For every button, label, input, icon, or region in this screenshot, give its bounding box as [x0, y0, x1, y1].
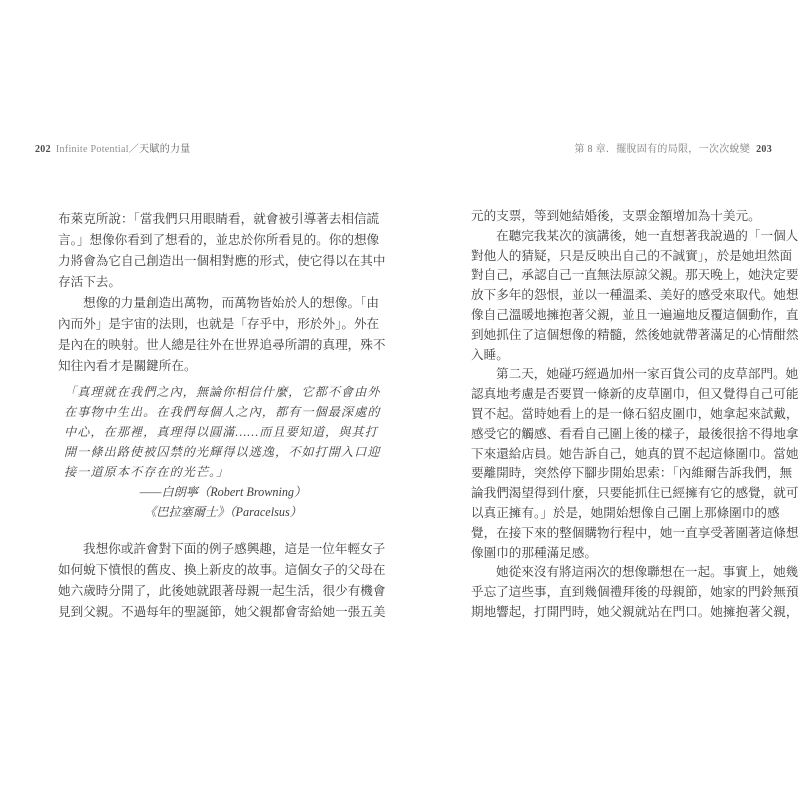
text-line: 認真地考慮是否要買一條新的皮草圍巾，但又覺得自己可能: [471, 387, 799, 402]
text-line: 《巴拉塞爾士》（Paracelsus）: [144, 505, 302, 519]
paragraph: [471, 365, 799, 563]
text-line: 她從來沒有將這兩次的想像聯想在一起。事實上，她幾: [496, 565, 799, 580]
text-line: 力將會為它自己創造出一個相對應的形式，使它得以在其中: [58, 254, 386, 268]
attribution-block: [58, 482, 388, 522]
text-line: 放下多年的怨恨，並以一種溫柔、美好的感受來取代。她想: [471, 288, 799, 303]
left-page-header: [35, 140, 191, 155]
text-line: 第二天，她碰巧經過加州一家百貨公司的皮草部門。她: [496, 367, 799, 382]
text-line: 「真理就在我們之內，無論你相信什麼，它都不會由外: [64, 385, 381, 399]
left-page-number: 202: [35, 144, 51, 155]
text-line: 到她抓住了這個想像的精髓，然後她就帶著滿足的心情酣然: [471, 327, 799, 342]
text-line: 像自己溫暖地擁抱著父親，並且一遍遍地反覆這個動作，直: [471, 307, 799, 322]
text-line: 中心，在那裡，真理得以圓滿……而且要知道，與其打: [64, 425, 378, 439]
text-line: 像圍巾的那種滿足感。: [471, 545, 597, 560]
book-title-chinese: 天賦的力量: [139, 144, 191, 155]
text-line: 言。」想像你看到了想看的，並忠於你所看見的。你的想像: [58, 233, 380, 247]
text-line: 論我們渴望得到什麼，只要能抓住已經擁有它的感覺，就可: [471, 486, 799, 501]
text-line: 元的支票，等到她結婚後，支票金額增加為十美元。: [471, 209, 761, 223]
text-line: 我想你或許會對下面的例子感興趣，這是一位年輕女子: [83, 542, 386, 556]
text-line: 在事物中生出。在我們每個人之內，都有一個最深處的: [64, 405, 381, 419]
paragraph: [471, 563, 799, 622]
book-title-english: Infinite Potential: [55, 144, 129, 155]
title-separator: ／: [128, 144, 140, 155]
text-line: 覺，在接下來的整個購物行程中，她一直享受著圍著這條想: [471, 525, 799, 540]
chapter-title: 第 8 章．擺脫固有的局限，一次次蛻變: [574, 144, 751, 155]
text-line: 感受它的觸感、看看自己圍上後的樣子，最後很捨不得地拿: [471, 426, 799, 441]
text-line: 她六歲時分開了，此後她就跟著母親一起生活，很少有機會: [58, 584, 386, 598]
text-line: 對他人的猜疑，只是反映出自己的不誠實」，於是她坦然面: [471, 248, 793, 263]
text-line: 想像的力量創造出萬物，而萬物皆始於人的想像。「由: [83, 296, 379, 310]
text-line: 是內在的映射。世人總是往外在世界追尋所謂的真理，殊不: [58, 338, 386, 352]
paragraph: [58, 539, 388, 623]
text-line: 買不起。當時她看上的是一條石貂皮圍巾，她拿起來試戴，: [471, 406, 799, 421]
paragraph: [471, 207, 785, 227]
right-page-header: [574, 140, 772, 155]
text-line: 入睡。: [471, 347, 509, 362]
text-line: 知往內看才是關鍵所在。: [58, 359, 197, 373]
text-line: 要離開時，突然停下腳步開始思索：「內維爾告訴我們，無: [471, 466, 793, 481]
text-line: 接一道原本不存在的光芒。」: [64, 465, 230, 479]
text-line: 布萊克所說：「當我們只用眼睛看，就會被引導著去相信謊: [58, 212, 380, 226]
text-line: 下來還給店員。她告訴自己，她真的買不起這條圍巾。當她: [471, 446, 799, 461]
text-line: 對自己，承認自己一直無法原諒父親。那天晚上，她決定要: [471, 268, 799, 283]
text-line: ——白朗寧（Robert Browning）: [139, 485, 307, 499]
paragraph: [58, 209, 388, 293]
text-line: 內而外」是宇宙的法則，也就是「存乎中，形於外」。外在: [58, 317, 380, 331]
text-line: 在聽完我某次的演講後，她一直想著我說過的「一個人: [496, 228, 799, 243]
text-line: 見到父親。不過每年的聖誕節，她父親都會寄給她一張五美: [58, 605, 386, 619]
paragraph: [58, 293, 388, 377]
text-line: 乎忘了這些事，直到幾個禮拜後的母親節，她家的門鈴無預: [471, 585, 799, 600]
quote-block: [64, 382, 388, 482]
text-line: 如何蛻下憤恨的舊皮、換上新皮的故事。這個女子的父母在: [58, 563, 386, 577]
paragraph: [471, 227, 799, 366]
text-line: 開一條出路使被囚禁的光輝得以逃逸，不如打開入口迎: [64, 445, 381, 459]
text-line: 以真正擁有。」於是，她開始想像自己圍上那條圍巾的感: [471, 505, 780, 520]
left-page-body: [58, 209, 388, 623]
text-line: 存活下去。: [58, 275, 121, 289]
right-page-number: 203: [756, 144, 772, 155]
text-line: 期地響起，打開門時，她父親就站在門口。她擁抱著父親，: [471, 604, 799, 619]
right-page-body: [471, 207, 799, 623]
